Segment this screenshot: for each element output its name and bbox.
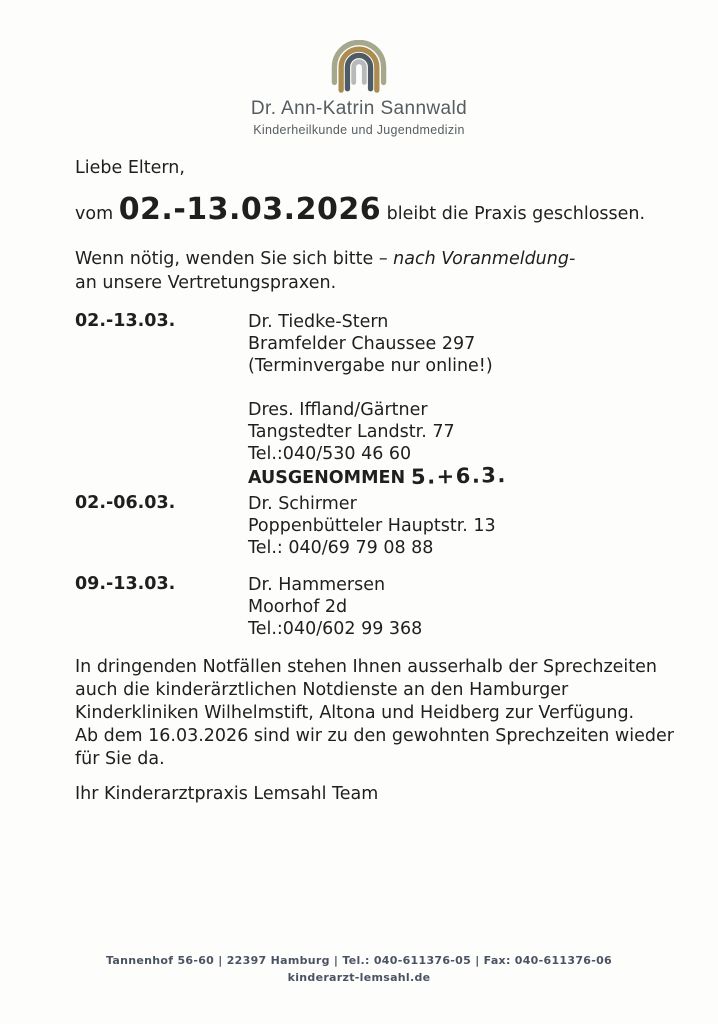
emergency-line: In dringenden Notfällen stehen Ihnen ausserhalb der Sprechzeiten <box>75 657 658 677</box>
emergency-line: auch die kinderärztlichen Notdienste an den Hamburger <box>75 680 569 700</box>
practice-iffland-gaertner <box>248 399 507 489</box>
footer-contact-line: Tannenhof 56-60 | 22397 Hamburg | Tel.: 040-611376-05 | Fax: 040-611376-06 <box>105 954 612 967</box>
practice-note: (Terminvergabe nur online!) <box>248 356 493 376</box>
substitute-entry-1 <box>75 311 678 489</box>
salutation: Liebe Eltern, <box>75 158 185 178</box>
entry-practices <box>248 311 507 489</box>
entry-date-range: 02.-06.03. <box>75 493 176 513</box>
exception-label: AUSGENOMMEN <box>248 468 406 488</box>
practice-phone: Tel.:040/530 46 60 <box>248 444 412 464</box>
closure-suffix: bleibt die Praxis geschlossen. <box>381 204 646 224</box>
practice-tiedke-stern <box>248 311 507 377</box>
practice-phone: Tel.:040/602 99 368 <box>248 619 423 639</box>
practice-address: Poppenbütteler Hauptstr. 13 <box>248 516 496 536</box>
practice-name: Dr. Ann-Katrin Sannwald <box>250 98 468 119</box>
practice-schirmer <box>248 493 496 559</box>
emergency-line: für Sie da. <box>75 749 165 769</box>
practice-address: Tangstedter Landstr. 77 <box>248 422 455 442</box>
closure-announcement <box>75 192 678 232</box>
letterhead <box>0 40 718 137</box>
practice-doctor: Dr. Hammersen <box>248 575 386 595</box>
practice-address: Moorhof 2d <box>248 597 348 617</box>
emergency-paragraph <box>75 656 678 771</box>
emergency-line: Kinderkliniken Wilhelmstift, Altona und Heidberg zur Verfügung. <box>75 703 635 723</box>
practice-phone: Tel.: 040/69 79 08 88 <box>248 538 434 558</box>
emergency-line: Ab dem 16.03.2026 sind wir zu den gewohnten Sprechzeiten wieder <box>75 726 674 746</box>
referral-notice <box>75 248 678 295</box>
exception-line <box>248 462 508 490</box>
referral-notice-line2: an unsere Vertretungspraxen. <box>75 272 337 293</box>
letter-footer <box>0 952 718 986</box>
signature-line: Ihr Kinderarztpraxis Lemsahl Team <box>75 784 379 804</box>
closure-prefix: vom <box>75 204 119 224</box>
entry-date-range: 02.-13.03. <box>75 311 176 331</box>
practice-hammersen <box>248 574 422 640</box>
referral-notice-line1 <box>75 248 678 272</box>
footer-website: kinderarzt-lemsahl.de <box>287 971 431 984</box>
practice-doctor: Dres. Iffland/Gärtner <box>248 400 428 420</box>
entry-date-range: 09.-13.03. <box>75 574 176 594</box>
notice-emphasis: nach Voranmeldung- <box>393 249 576 269</box>
exception-handwritten-dates: 5.+6.3. <box>410 462 508 490</box>
practice-address: Bramfelder Chaussee 297 <box>248 334 476 354</box>
closure-date-range: 02.-13.03.2026 <box>118 192 382 227</box>
practice-doctor: Dr. Tiedke-Stern <box>248 312 389 332</box>
practice-doctor: Dr. Schirmer <box>248 494 357 514</box>
substitute-entry-3 <box>75 574 678 640</box>
notice-text: Wenn nötig, wenden Sie sich bitte – <box>75 249 394 269</box>
substitute-entry-2 <box>75 493 678 559</box>
practice-specialty: Kinderheilkunde und Jugendmedizin <box>253 123 465 137</box>
rainbow-logo-icon <box>328 40 390 94</box>
